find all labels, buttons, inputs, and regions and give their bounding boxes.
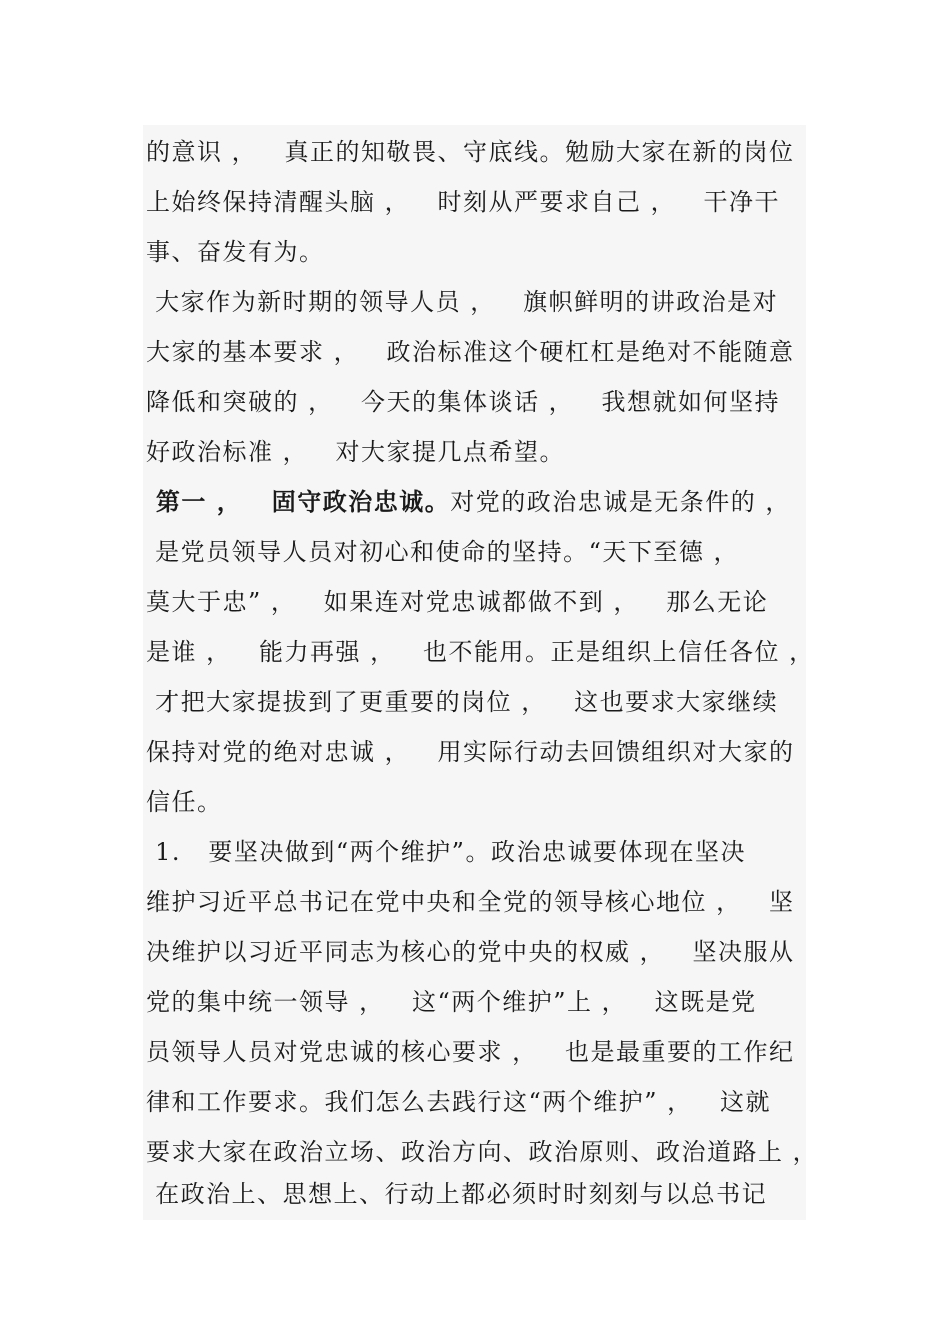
paragraph-line: 决维护以习近平同志为核心的党中央的权威 ， 坚决服从 [146,938,795,966]
paragraph-line: 员领导人员对党忠诚的核心要求 ， 也是最重要的工作纪 [146,1038,795,1066]
paragraph-line: 上始终保持清醒头脑 ， 时刻从严要求自己 ， 干净干 [146,188,781,216]
paragraph-line: 律和工作要求。我们怎么去践行这“两个维护” ， 这就 [146,1088,772,1116]
paragraph-line: 才把大家提拔到了更重要的岗位 ， 这也要求大家继续 [146,688,779,716]
paragraph-line: 好政治标准 ， 对大家提几点希望。 [146,438,566,466]
paragraph-line: 信任。 [146,788,223,816]
paragraph-text: 对党的政治忠诚是无条件的 ， [450,488,791,516]
paragraph-line: 莫大于忠” ， 如果连对党忠诚都做不到 ， 那么无论 [146,588,769,616]
section-heading: 第一 ， 固守政治忠诚。 [146,487,451,516]
paragraph-line: 降低和突破的 ， 今天的集体谈话 ， 我想就如何坚持 [146,388,781,416]
paragraph-line: 维护习近平总书记在党中央和全党的领导核心地位 ， 坚 [146,888,795,916]
paragraph-line: 要求大家在政治立场、政治方向、政治原则、政治道路上 ， [146,1138,819,1166]
paragraph-line: 是党员领导人员对初心和使命的坚持。“天下至德 ， [146,538,740,566]
section-heading-line [146,477,791,527]
paragraph-line: 大家的基本要求 ， 政治标准这个硬杠杠是绝对不能随意 [146,338,795,366]
paragraph-line: 事、奋发有为。 [146,238,325,266]
paragraph-line: 是谁 ， 能力再强 ， 也不能用。正是组织上信任各位 ， [146,638,815,666]
paragraph-line: 大家作为新时期的领导人员 ， 旗帜鲜明的讲政治是对 [146,288,779,316]
paragraph-line: 保持对党的绝对忠诚 ， 用实际行动去回馈组织对大家的 [146,738,795,766]
paragraph-line: 的意识 ， 真正的知敬畏、守底线。勉励大家在新的岗位 [146,138,795,166]
paragraph-line: 党的集中统一领导 ， 这“两个维护”上 ， 这既是党 [146,988,757,1016]
paragraph-line: 在政治上、思想上、行动上都必须时时刻刻与以总书记 [146,1180,768,1208]
numbered-item-line: 1. 要坚决做到“两个维护”。政治忠诚要体现在坚决 [146,838,746,866]
